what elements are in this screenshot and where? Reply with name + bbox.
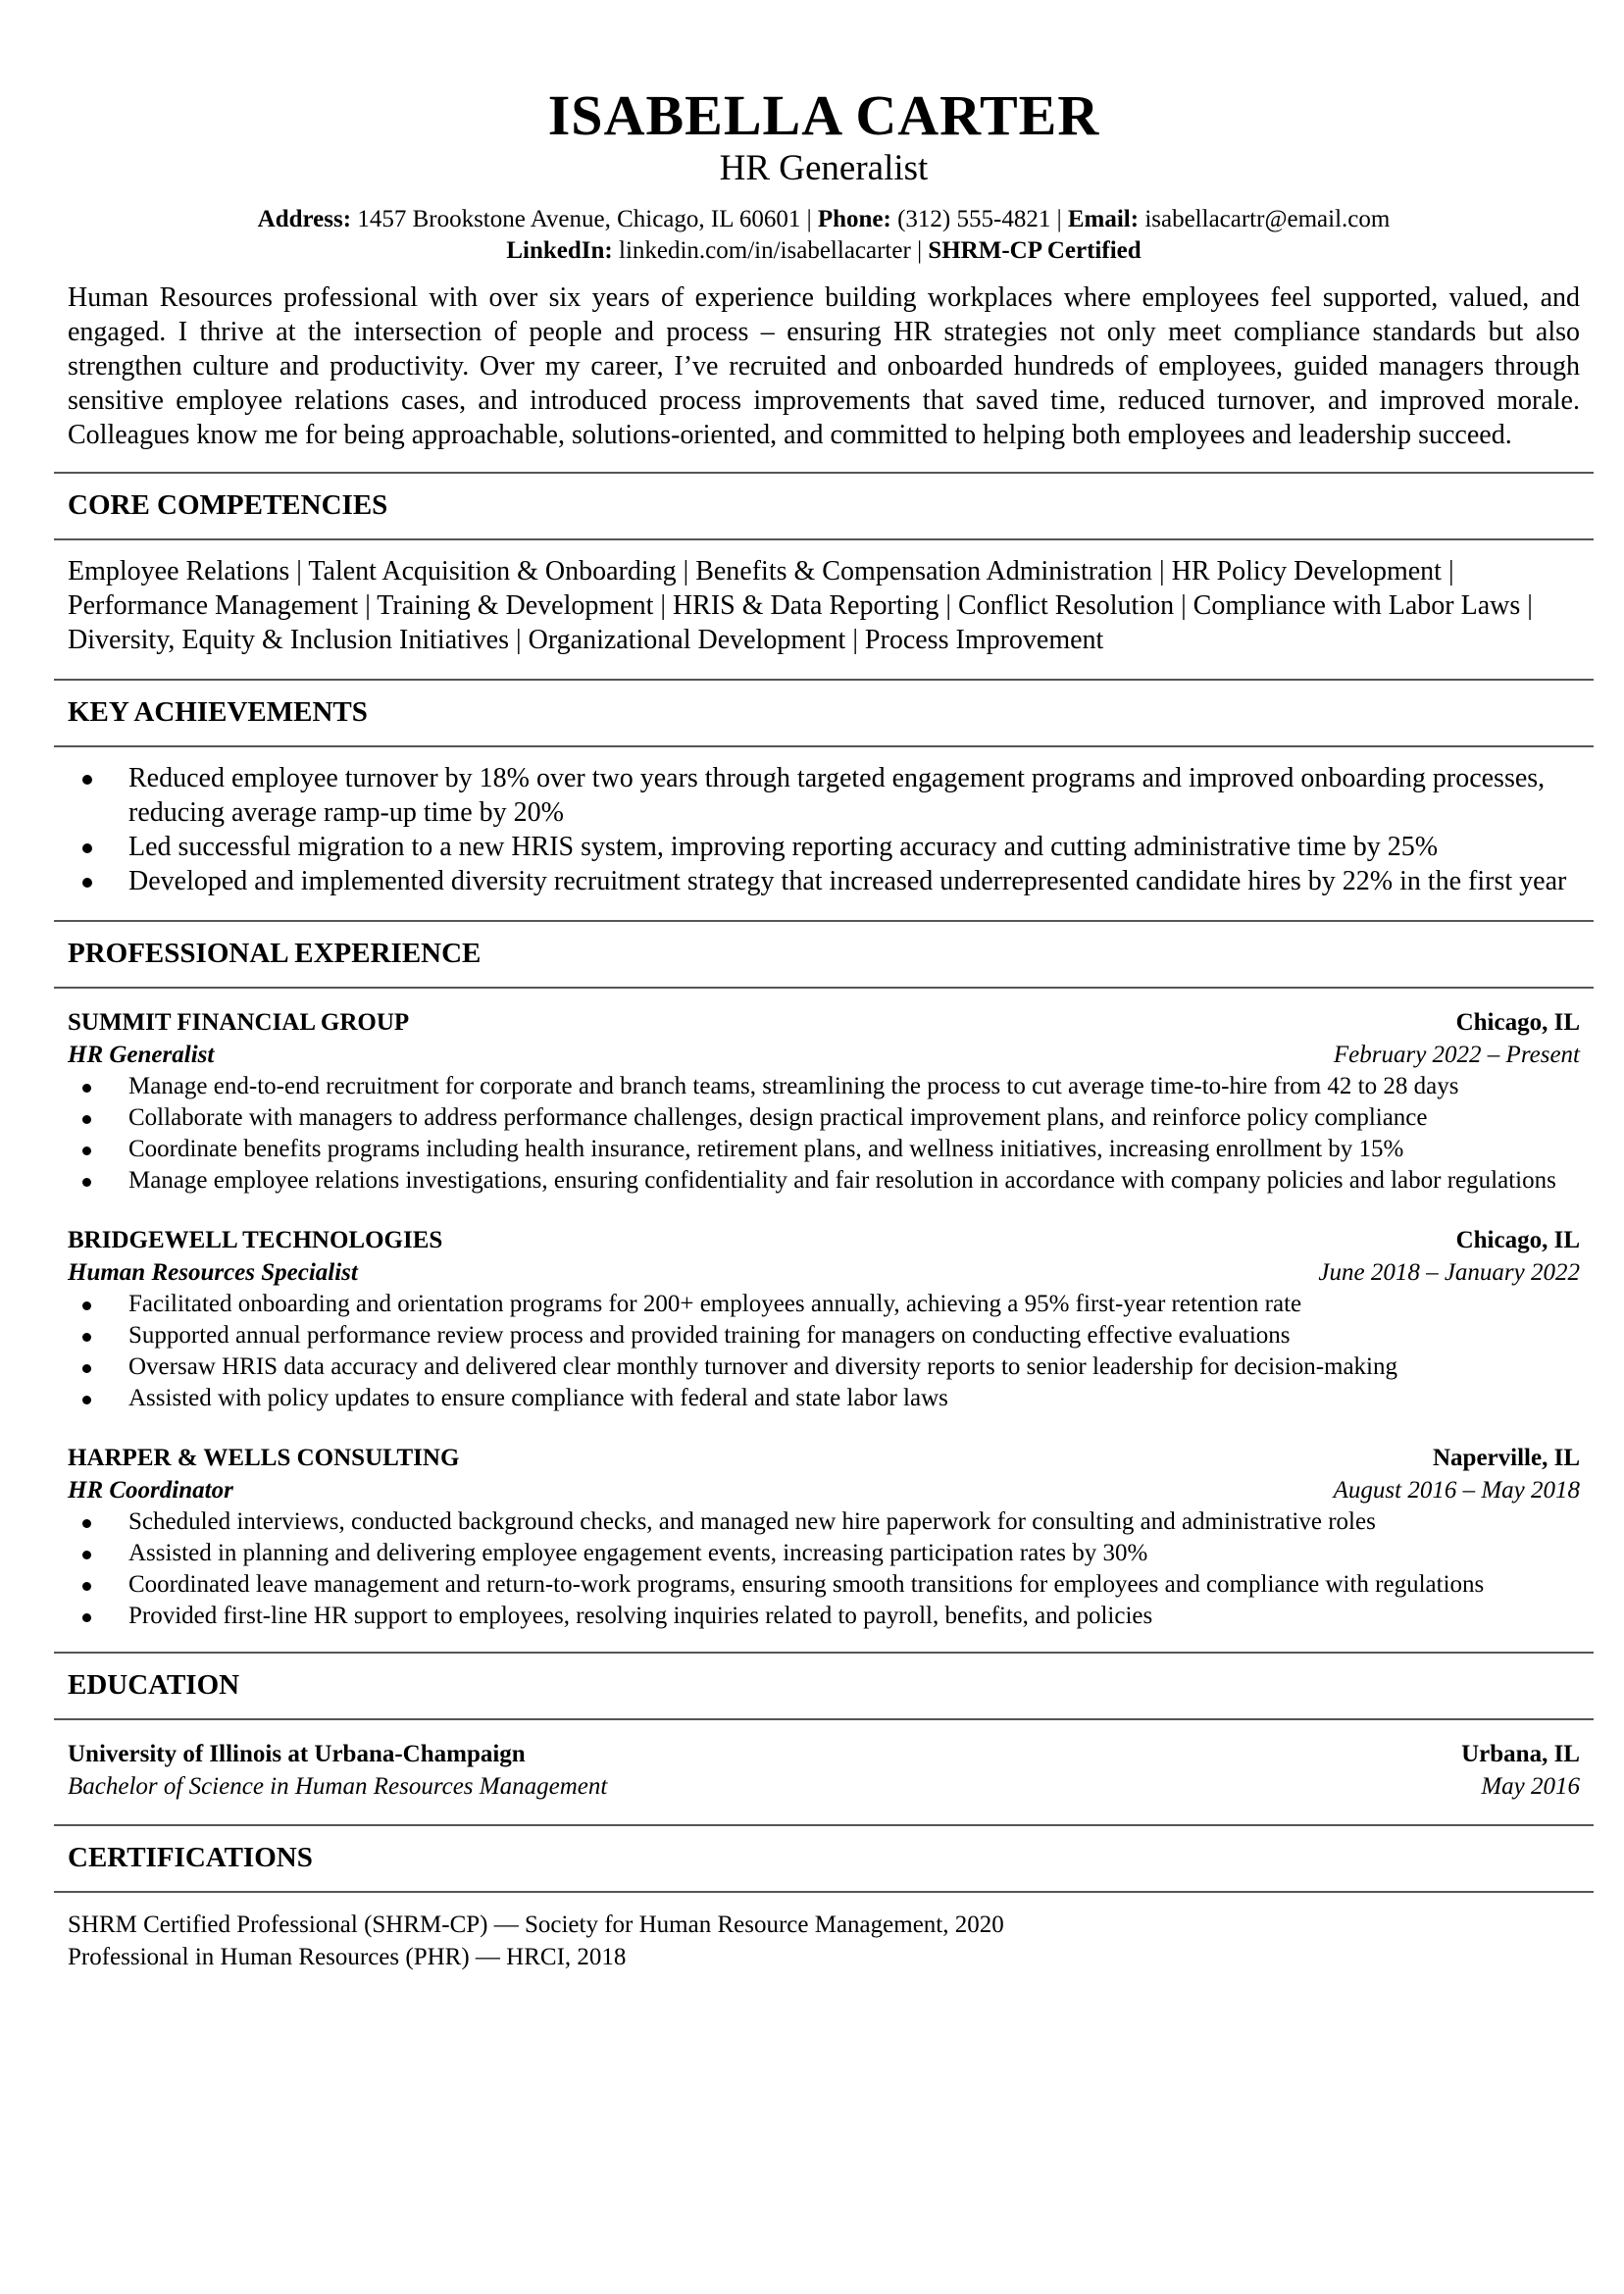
job-location: Chicago, IL <box>1455 1227 1580 1253</box>
address-label: Address: <box>257 206 352 232</box>
job-bullet: Assisted in planning and delivering employee engagement events, increasing participation rates by 30% <box>68 1538 1580 1569</box>
job-bullets <box>68 1071 1580 1197</box>
separator: | <box>910 237 929 264</box>
job-role: HR Generalist <box>68 1042 215 1068</box>
job-dates: June 2018 – January 2022 <box>1318 1259 1580 1286</box>
separator: | <box>1050 206 1068 232</box>
experience-list <box>68 989 1580 1652</box>
job-role: HR Coordinator <box>68 1477 233 1504</box>
section-heading-certifications: CERTIFICATIONS <box>68 1842 313 1873</box>
job-bullet: Collaborate with managers to address performance challenges, design practical improvement plans, and reinforce policy compliance <box>68 1102 1580 1134</box>
achievement-item: Developed and implemented diversity recruitment strategy that increased underrepresented candidate hires by 22% in the first year <box>68 864 1580 898</box>
job-bullet: Assisted with policy updates to ensure compliance with federal and state labor laws <box>68 1383 1580 1414</box>
job-role: Human Resources Specialist <box>68 1259 358 1286</box>
job-location: Naperville, IL <box>1433 1445 1580 1471</box>
address-value: 1457 Brookstone Avenue, Chicago, IL 60601 <box>357 206 801 232</box>
school-location: Urbana, IL <box>1461 1741 1580 1767</box>
job-dates: February 2022 – Present <box>1333 1042 1580 1068</box>
competencies-list: Employee Relations | Talent Acquisition & Onboarding | Benefits & Compensation Administration | HR Policy Development | Performance Management | Training & Development | HRIS & Data Reporting | Conflict Resolution | Compliance with Labor Laws | Diversity, Equity & Inclusion Initiatives | Organizational Development | Process Improvement <box>68 556 1533 655</box>
school-name: University of Illinois at Urbana-Champaign <box>68 1741 526 1767</box>
contact-line-2 <box>68 235 1580 267</box>
education-entry <box>68 1720 1580 1824</box>
email-label: Email: <box>1067 206 1140 232</box>
job-dates: August 2016 – May 2018 <box>1333 1477 1580 1504</box>
contact-line-1 <box>68 204 1580 235</box>
job-bullet: Coordinated leave management and return-to-work programs, ensuring smooth transitions for employees and compliance with regulations <box>68 1569 1580 1601</box>
achievements-list <box>68 747 1580 920</box>
job-bullet: Provided first-line HR support to employees, resolving inquiries related to payroll, benefits, and policies <box>68 1601 1580 1632</box>
job-entry <box>68 1224 1580 1414</box>
certifications-list <box>68 1893 1580 1973</box>
certification-item: SHRM Certified Professional (SHRM-CP) — Society for Human Resource Management, 2020 <box>68 1912 1004 1938</box>
achievement-item: Led successful migration to a new HRIS system, improving reporting accuracy and cutting administrative time by 25% <box>68 830 1580 864</box>
phone-value: (312) 555-4821 <box>897 206 1051 232</box>
contact-info <box>68 204 1580 267</box>
linkedin-value[interactable]: linkedin.com/in/isabellacarter <box>619 237 911 264</box>
job-bullet: Supported annual performance review process and provided training for managers on conducting effective evaluations <box>68 1320 1580 1351</box>
candidate-name: ISABELLA CARTER <box>547 83 1100 147</box>
linkedin-label: LinkedIn: <box>506 237 613 264</box>
job-bullets <box>68 1289 1580 1414</box>
section-heading-competencies: CORE COMPETENCIES <box>68 489 388 521</box>
job-bullets <box>68 1506 1580 1632</box>
company-name: SUMMIT FINANCIAL GROUP <box>68 1009 410 1036</box>
company-name: BRIDGEWELL TECHNOLOGIES <box>68 1227 443 1253</box>
section-heading-achievements: KEY ACHIEVEMENTS <box>68 696 368 728</box>
degree: Bachelor of Science in Human Resources Management <box>68 1773 608 1800</box>
job-bullet: Manage employee relations investigations, ensuring confidentiality and fair resolution in accordance with company policies and labor regulations <box>68 1165 1580 1197</box>
phone-label: Phone: <box>817 206 891 232</box>
graduation-date: May 2016 <box>1481 1773 1580 1800</box>
achievement-item: Reduced employee turnover by 18% over two years through targeted engagement programs and improved onboarding processes, reducing average ramp-up time by 20% <box>68 761 1580 830</box>
certification-item: Professional in Human Resources (PHR) — HRCI, 2018 <box>68 1944 627 1970</box>
job-bullet: Manage end-to-end recruitment for corporate and branch teams, streamlining the process to cut average time-to-hire from 42 to 28 days <box>68 1071 1580 1102</box>
job-bullet: Scheduled interviews, conducted background checks, and managed new hire paperwork for consulting and administrative roles <box>68 1506 1580 1538</box>
job-bullet: Oversaw HRIS data accuracy and delivered clear monthly turnover and diversity reports to senior leadership for decision-making <box>68 1351 1580 1383</box>
job-bullet: Coordinate benefits programs including health insurance, retirement plans, and wellness initiatives, increasing enrollment by 15% <box>68 1134 1580 1165</box>
section-heading-education: EDUCATION <box>68 1669 240 1701</box>
job-entry <box>68 1006 1580 1197</box>
separator: | <box>800 206 818 232</box>
company-name: HARPER & WELLS CONSULTING <box>68 1445 460 1471</box>
job-location: Chicago, IL <box>1455 1009 1580 1036</box>
certification-badge: SHRM-CP Certified <box>928 237 1142 264</box>
section-heading-experience: PROFESSIONAL EXPERIENCE <box>68 938 482 969</box>
candidate-title: HR Generalist <box>719 148 929 188</box>
resume-page <box>68 0 1580 1973</box>
job-bullet: Facilitated onboarding and orientation programs for 200+ employees annually, achieving a 95% first-year retention rate <box>68 1289 1580 1320</box>
professional-summary: Human Resources professional with over six years of experience building workplaces where employees feel supported, valued, and engaged. I thrive at the intersection of people and process – ensuring HR strategies not only meet compliance standards but also strengthen culture and productivity. Over my career, I’ve recruited and onboarded hundreds of employees, guided managers through sensitive employee relations cases, and introduced process improvements that saved time, reduced turnover, and improved morale. Colleagues know me for being approachable, solutions-oriented, and committed to helping both employees and leadership succeed. <box>68 282 1580 450</box>
email-value[interactable]: isabellacartr@email.com <box>1144 206 1391 232</box>
job-entry <box>68 1442 1580 1632</box>
